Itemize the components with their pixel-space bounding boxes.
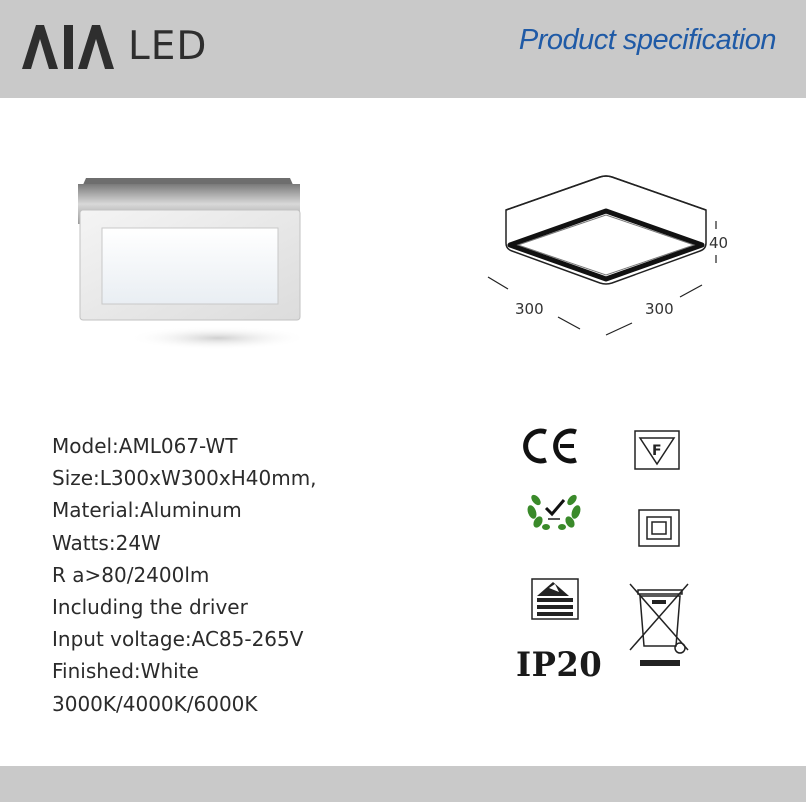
page-title: Product specification xyxy=(518,24,776,56)
header-bar xyxy=(0,0,806,98)
height-dimension-label: 40 xyxy=(709,234,729,252)
f-mark-icon xyxy=(634,430,680,470)
spec-input-voltage: Input voltage:AC85-265V xyxy=(52,627,304,652)
aia-logo-icon xyxy=(22,25,122,69)
flammable-surface-icon xyxy=(531,578,579,620)
green-wreath-icon xyxy=(524,486,584,532)
ce-mark-icon xyxy=(522,426,580,466)
spec-watts: Watts:24W xyxy=(52,530,161,555)
brand-logo xyxy=(22,24,207,70)
weee-bin-icon xyxy=(626,580,696,670)
brand-led-text: LED xyxy=(128,24,208,69)
spec-material: Material:Aluminum xyxy=(52,498,242,523)
spec-cct: 3000K/4000K/6000K xyxy=(52,691,258,716)
spec-ra-lumen: R a>80/2400lm xyxy=(52,562,210,587)
spec-size: Size:L300xW300xH40mm, xyxy=(52,466,317,491)
svg-text:F: F xyxy=(652,443,662,459)
dimension-drawing xyxy=(480,165,740,345)
spec-driver: Including the driver xyxy=(52,594,248,619)
class-ii-icon xyxy=(637,508,681,548)
footer-bar xyxy=(0,766,806,802)
width-dimension-label: 300 xyxy=(645,300,674,318)
spec-finish: Finished:White xyxy=(52,659,199,684)
length-dimension-label: 300 xyxy=(515,300,544,318)
spec-list xyxy=(52,430,317,720)
spec-model: Model:AML067-WT xyxy=(52,434,238,458)
ip-rating-text: IP20 xyxy=(516,645,603,685)
product-photo xyxy=(68,170,308,350)
